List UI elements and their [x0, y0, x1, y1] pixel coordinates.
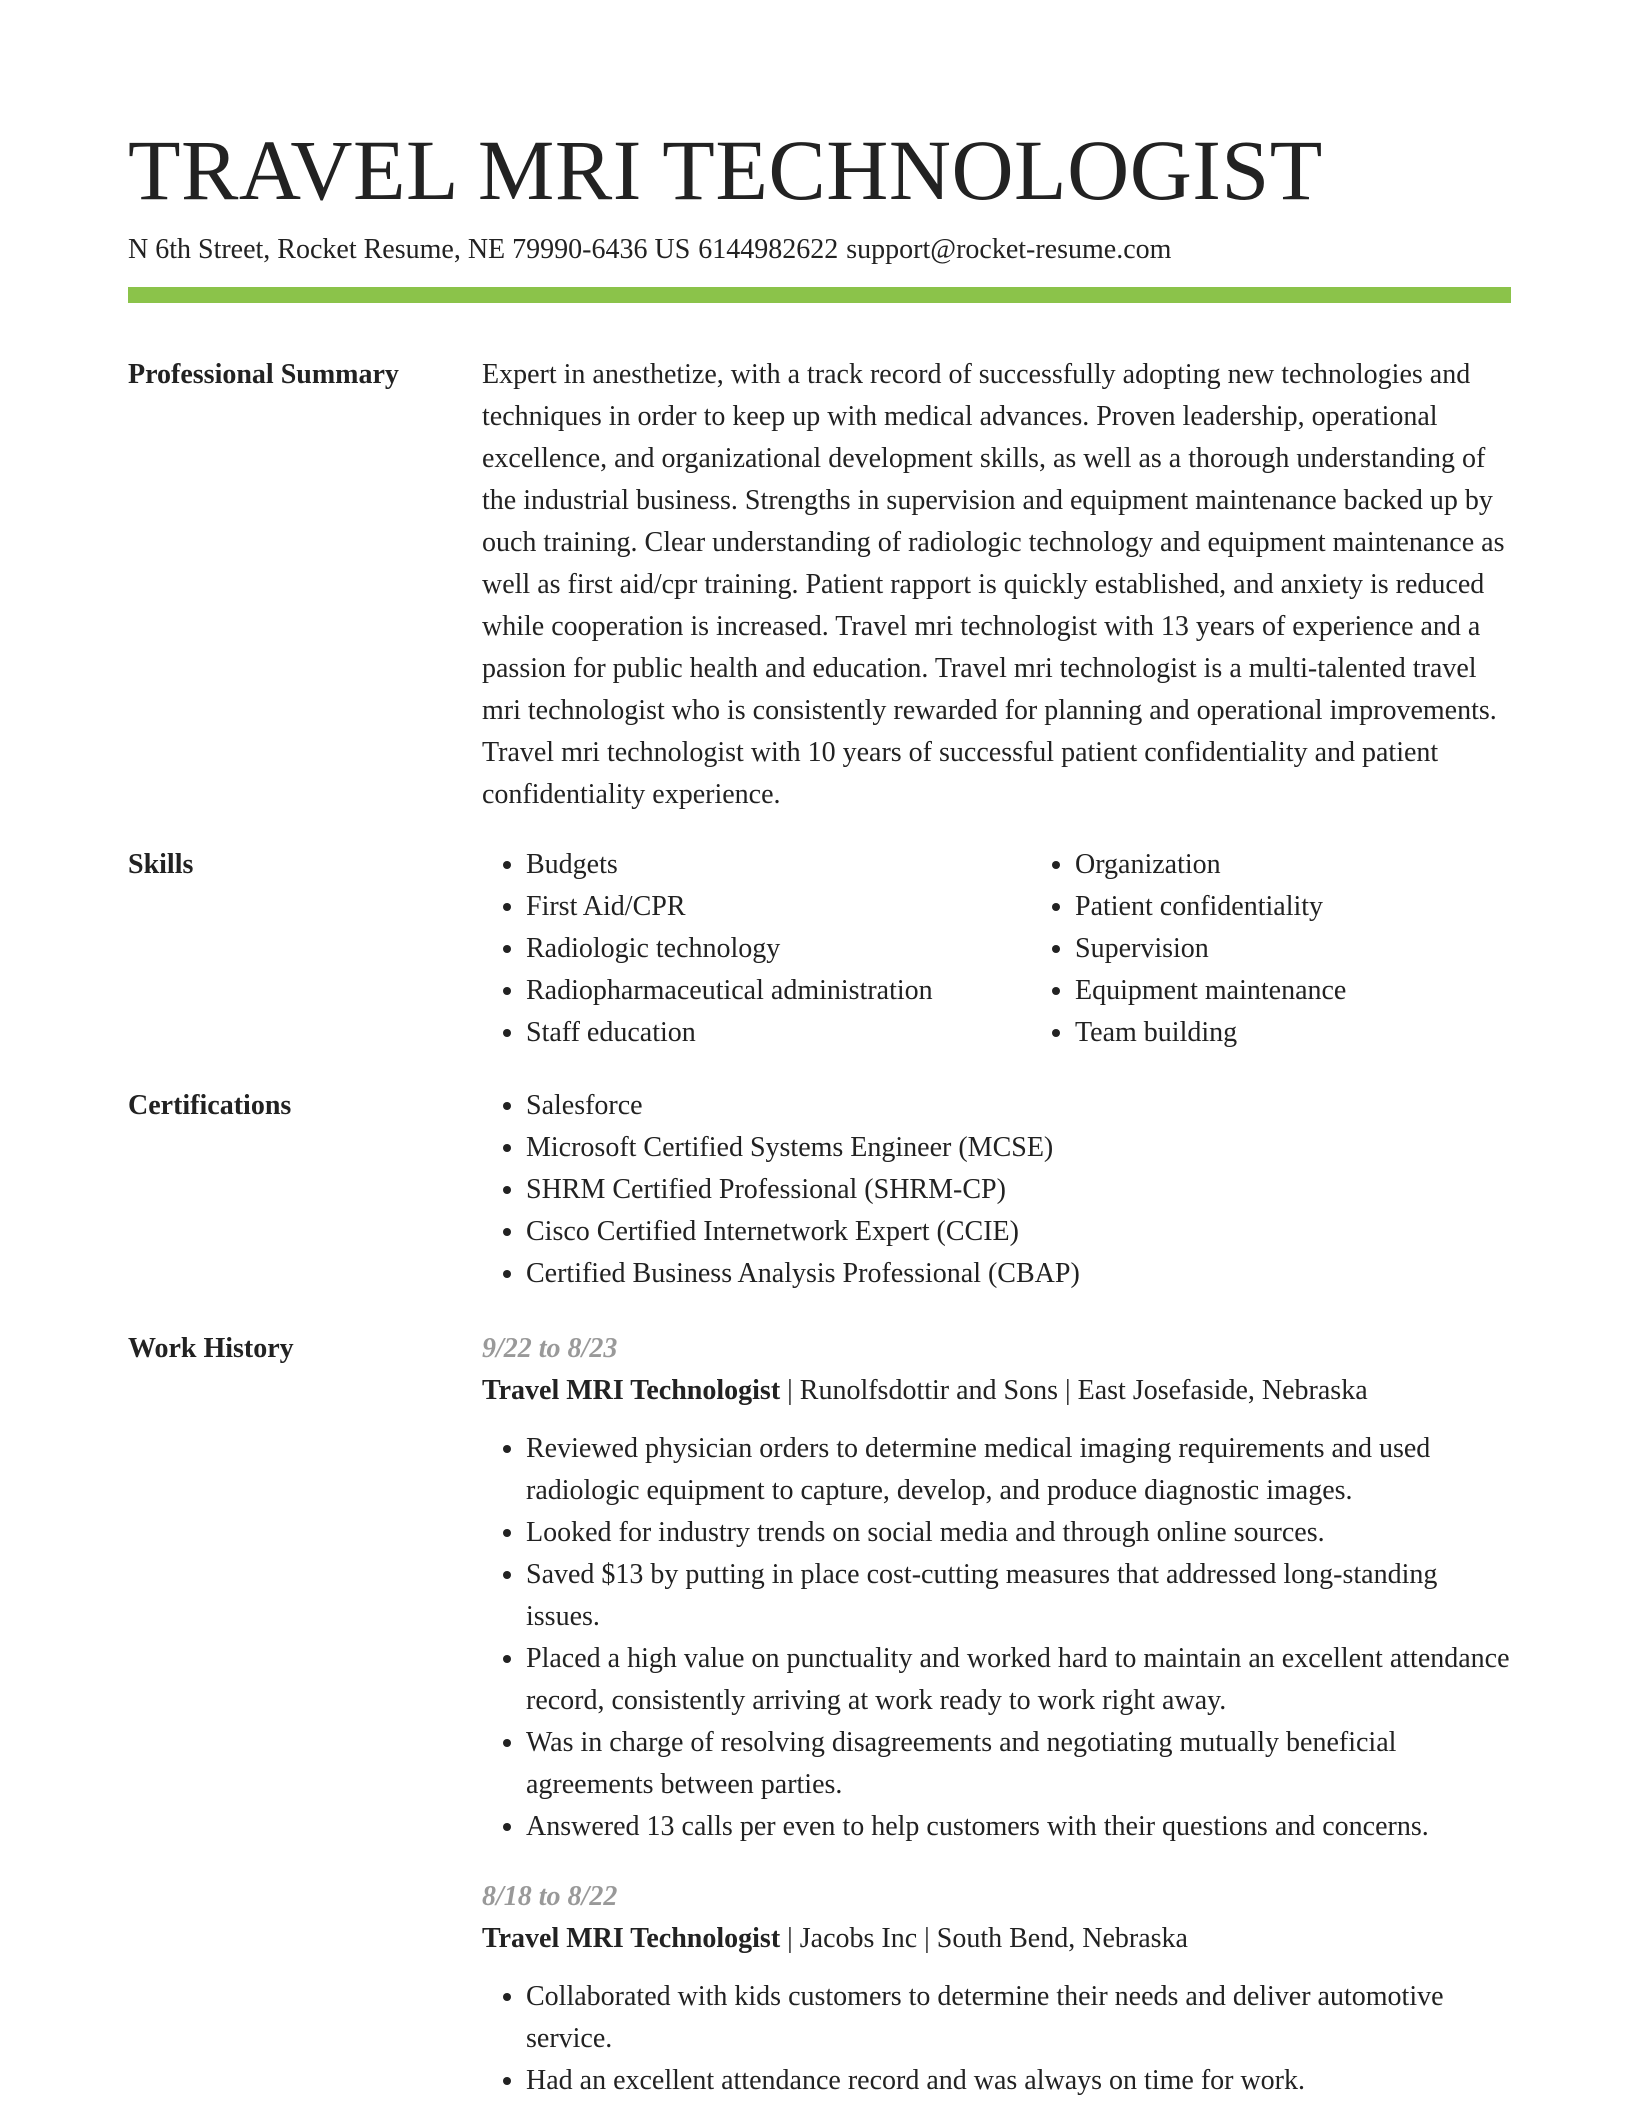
job-company: Jacobs Inc [799, 1923, 918, 1954]
job-heading [482, 1918, 1511, 1960]
job-title: Travel MRI Technologist [482, 1375, 781, 1406]
certifications-list [482, 1085, 1511, 1295]
job-location: South Bend, Nebraska [936, 1923, 1188, 1954]
skill-item: • Radiologic technology [526, 928, 1031, 970]
job-entry [482, 1876, 1511, 2102]
job-bullet: • Answered 13 calls per even to help customers with their questions and concerns. [526, 1806, 1511, 1848]
skill-item: • Radiopharmaceutical administration [526, 970, 1031, 1012]
job-separator: | [787, 1923, 793, 1954]
job-bullet: • Placed a high value on punctuality and worked hard to maintain an excellent attendance record, consistently arriving at work ready to work right away. [526, 1638, 1511, 1722]
contact-phone: 6144982622 [698, 234, 839, 265]
resume-name: TRAVEL MRI TECHNOLOGIST [128, 122, 1323, 218]
job-bullet: • Collaborated with kids customers to determine their needs and deliver automotive service. [526, 1976, 1511, 2060]
resume-page [128, 0, 1511, 2102]
skill-item: • Equipment maintenance [1075, 970, 1511, 1012]
certification-item: • Cisco Certified Internetwork Expert (CCIE) [526, 1211, 1511, 1253]
skill-item: • Team building [1075, 1012, 1511, 1054]
job-entry [482, 1328, 1511, 1848]
certification-item: • Microsoft Certified Systems Engineer (MCSE) [526, 1127, 1511, 1169]
job-company: Runolfsdottir and Sons [799, 1375, 1058, 1406]
work-history-section [128, 1328, 1511, 2102]
job-bullets [482, 1428, 1511, 1848]
job-title: Travel MRI Technologist [482, 1923, 781, 1954]
skills-label: Skills [128, 849, 194, 880]
skill-item: • Budgets [526, 844, 1031, 886]
skill-item: • Staff education [526, 1012, 1031, 1054]
certifications-label: Certifications [128, 1090, 292, 1121]
job-separator: | [787, 1375, 793, 1406]
skill-item: • Patient confidentiality [1075, 886, 1511, 928]
skills-list-left [482, 844, 1031, 1054]
summary-label: Professional Summary [128, 359, 399, 390]
job-separator: | [1065, 1375, 1071, 1406]
job-dates: 9/22 to 8/23 [482, 1333, 618, 1364]
job-bullets [482, 1976, 1511, 2102]
skill-item: • Organization [1075, 844, 1511, 886]
job-bullet: • Was in charge of resolving disagreements and negotiating mutually beneficial agreements between parties. [526, 1722, 1511, 1806]
certification-item: • Certified Business Analysis Professional (CBAP) [526, 1253, 1511, 1295]
job-bullet: • Looked for industry trends on social media and through online sources. [526, 1512, 1511, 1554]
certification-item: • SHRM Certified Professional (SHRM-CP) [526, 1169, 1511, 1211]
job-bullet: • Saved $13 by putting in place cost-cutting measures that addressed long-standing issues. [526, 1554, 1511, 1638]
contact-line [128, 233, 1511, 267]
summary-text: Expert in anesthetize, with a track record of successfully adopting new technologies and techniques in order to keep up with medical advances. Proven leadership, operational excellence, and organizational development skills, as well as a thorough understanding of the industrial business. Strengths in supervision and equipment maintenance backed up by ouch training. Clear understanding of radiologic technology and equipment maintenance as well as first aid/cpr training. Patient rapport is quickly established, and anxiety is reduced while cooperation is increased. Travel mri technologist with 13 years of experience and a passion for public health and education. Travel mri technologist is a multi-talented travel mri technologist who is consistently rewarded for planning and operational improvements. Travel mri technologist with 10 years of successful patient confidentiality and patient confidentiality experience. [482, 359, 1505, 810]
contact-email: support@rocket-resume.com [846, 234, 1172, 265]
certification-item: • Salesforce [526, 1085, 1511, 1127]
contact-address: N 6th Street, Rocket Resume, NE 79990-6436 US [128, 234, 691, 265]
summary-section [128, 354, 1511, 816]
skills-section [128, 844, 1511, 1054]
job-heading [482, 1370, 1511, 1412]
skill-item: • Supervision [1075, 928, 1511, 970]
job-separator: | [924, 1923, 930, 1954]
skills-list-right [1031, 844, 1511, 1054]
work-history-label: Work History [128, 1333, 294, 1364]
job-bullet: • Reviewed physician orders to determine medical imaging requirements and used radiologic equipment to capture, develop, and produce diagnostic images. [526, 1428, 1511, 1512]
job-location: East Josefaside, Nebraska [1077, 1375, 1368, 1406]
header-divider [128, 287, 1511, 303]
skill-item: • First Aid/CPR [526, 886, 1031, 928]
certifications-section [128, 1085, 1511, 1295]
job-bullet: • Had an excellent attendance record and was always on time for work. [526, 2060, 1511, 2102]
job-dates: 8/18 to 8/22 [482, 1881, 618, 1912]
